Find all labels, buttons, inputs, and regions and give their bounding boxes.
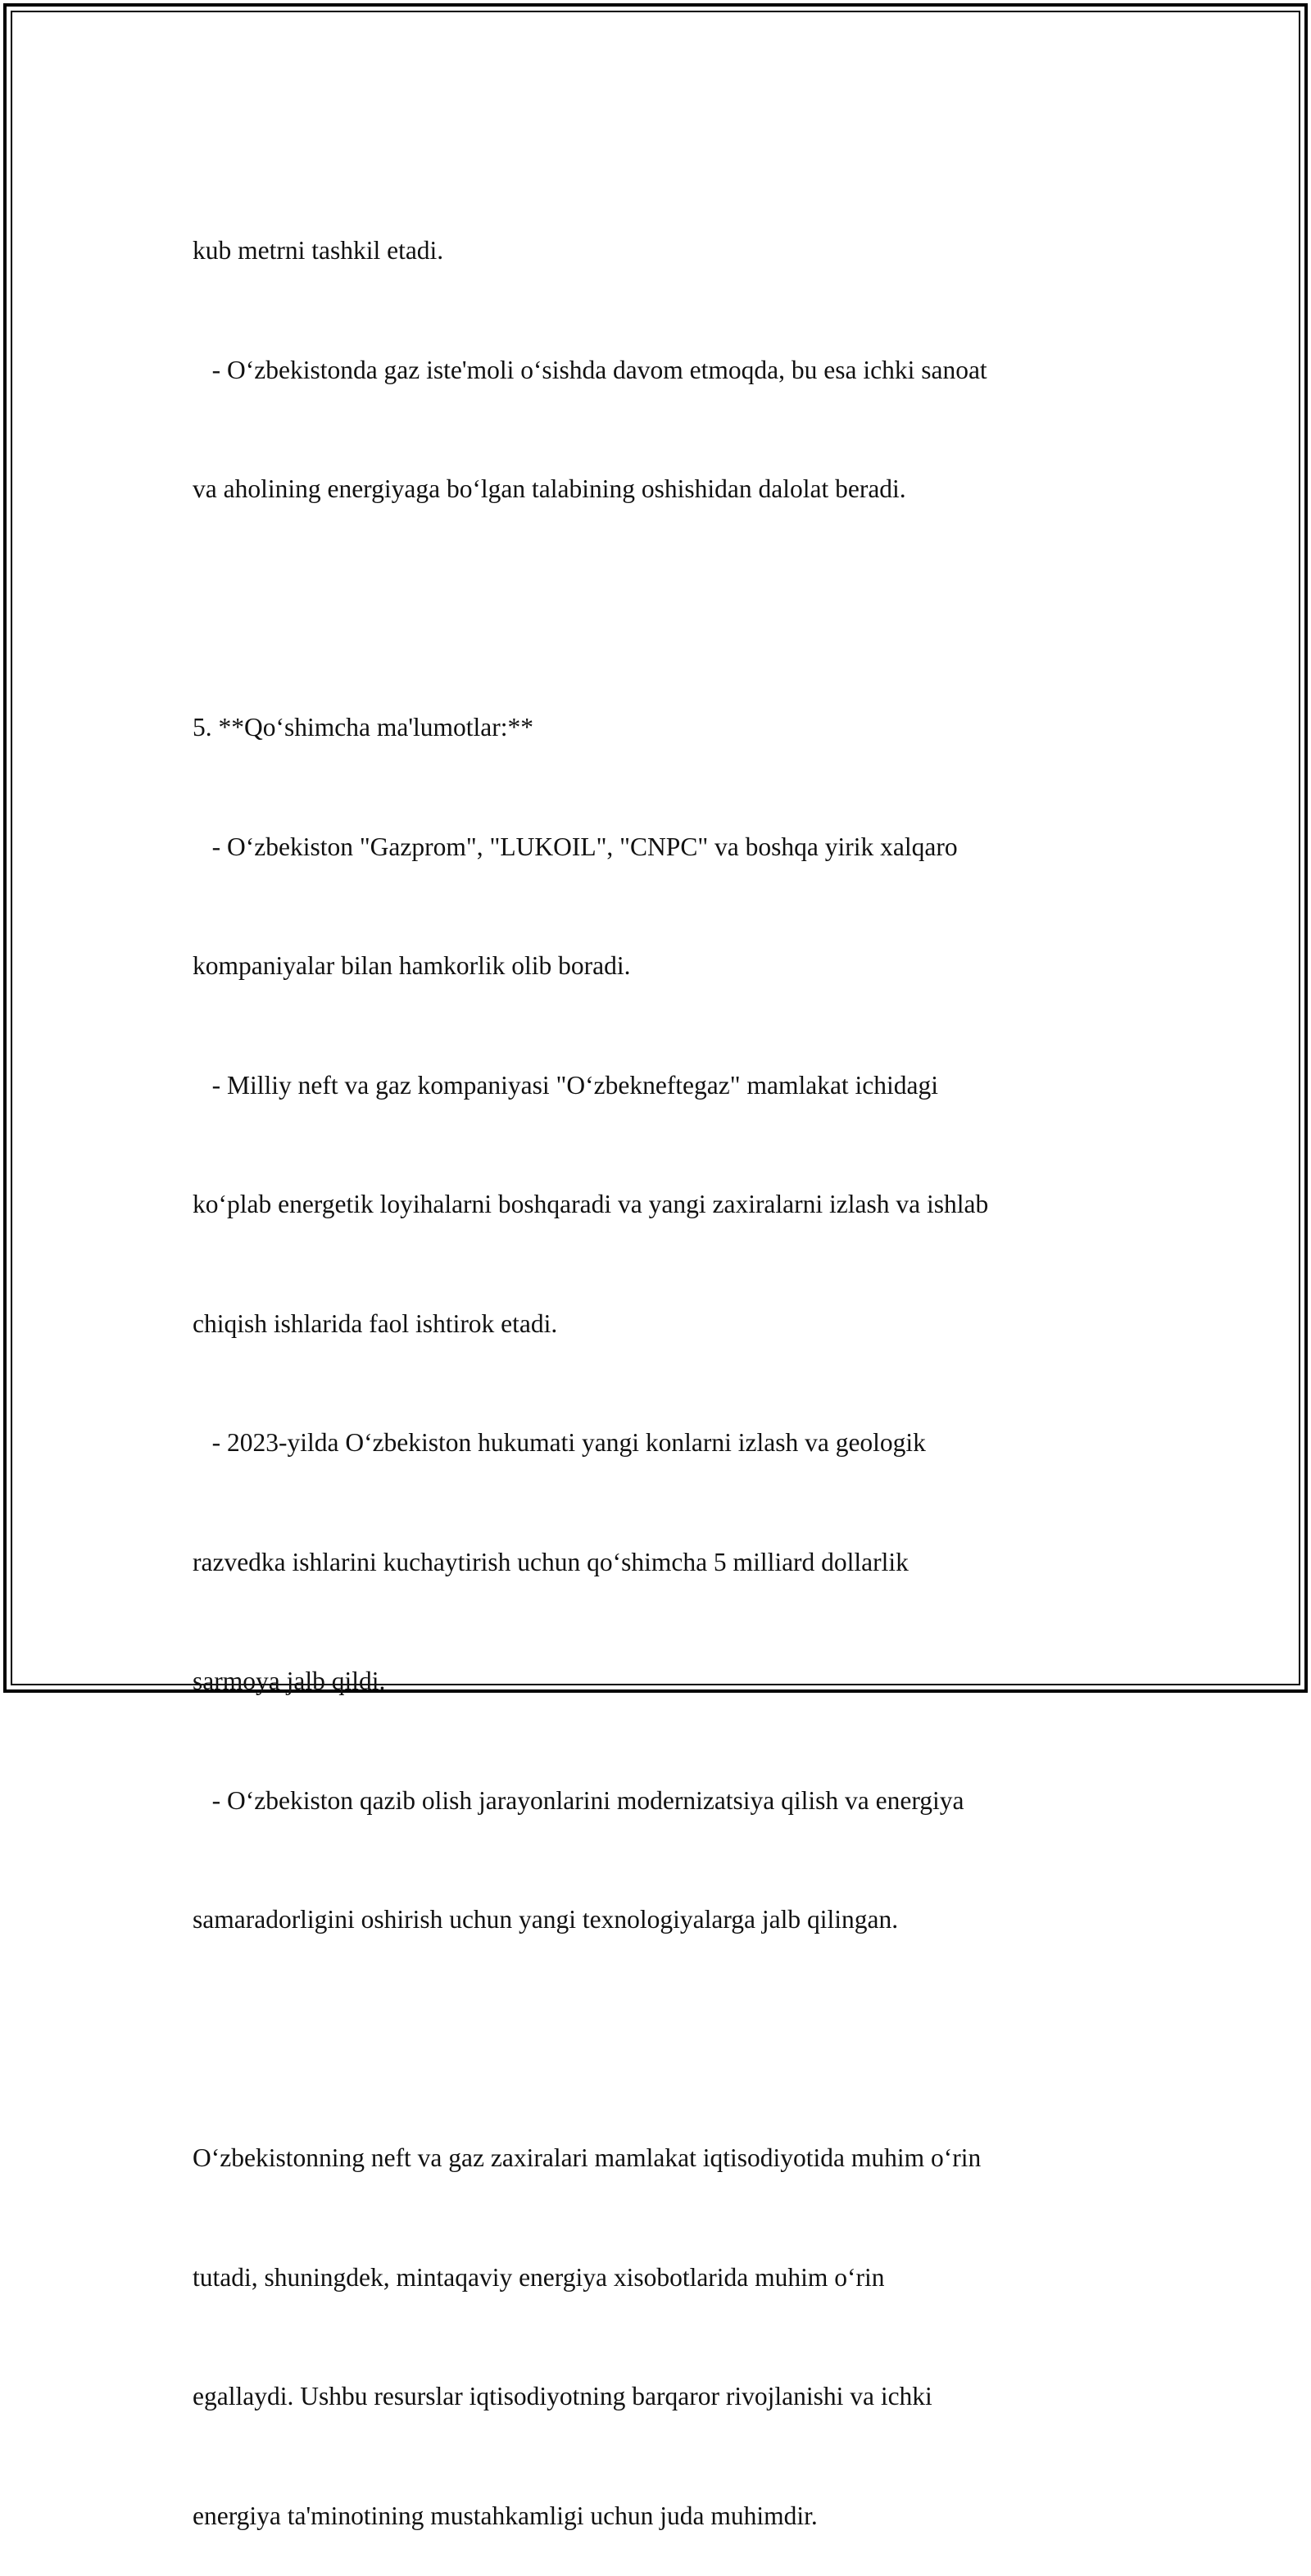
paragraph-line: ko‘plab energetik loyihalarni boshqaradi va yangi zaxiralarni izlash va ishlab bbox=[193, 1190, 989, 1218]
conclusion-line: egallaydi. Ushbu resurslar iqtisodiyotning barqaror rivojlanishi va ichki bbox=[193, 2382, 932, 2410]
conclusion-line: O‘zbekistonning neft va gaz zaxiralari mamlakat iqtisodiyotida muhim o‘rin bbox=[193, 2143, 982, 2172]
conclusion-line: energiya ta'minotining mustahkamligi uchun juda muhimdir. bbox=[193, 2501, 818, 2530]
bullet-line: - O‘zbekiston "Gazprom", "LUKOIL", "CNPC" va boshqa yirik xalqaro bbox=[193, 832, 958, 861]
paragraph-line: va aholining energiyaga bo‘lgan talabining oshishidan dalolat beradi. bbox=[193, 474, 906, 503]
conclusion-line: tutadi, shuningdek, mintaqaviy energiya xisobotlarida muhim o‘rin bbox=[193, 2262, 885, 2292]
paragraph-line: chiqish ishlarida faol ishtirok etadi. bbox=[193, 1308, 558, 1338]
bullet-line: - O‘zbekiston qazib olish jarayonlarini modernizatsiya qilish va energiya bbox=[193, 1785, 964, 1815]
paragraph-line: kub metrni tashkil etadi. bbox=[193, 236, 444, 265]
bullet-line: - O‘zbekistonda gaz iste'moli o‘sishda davom etmoqda, bu esa ichki sanoat bbox=[193, 355, 987, 384]
bullet-line: - Milliy neft va gaz kompaniyasi "O‘zbekneftegaz" mamlakat ichidagi bbox=[193, 1070, 939, 1100]
document-body bbox=[193, 152, 1127, 2576]
section-heading: 5. **Qo‘shimcha ma'lumotlar:** bbox=[193, 713, 533, 742]
paragraph-line: razvedka ishlarini kuchaytirish uchun qo‘shimcha 5 milliard dollarlik bbox=[193, 1547, 909, 1576]
paragraph-line: kompaniyalar bilan hamkorlik olib boradi. bbox=[193, 951, 631, 980]
blank-line bbox=[193, 2020, 1127, 2060]
paragraph-line: samaradorligini oshirish uchun yangi texnologiyalarga jalb qilingan. bbox=[193, 1905, 899, 1934]
paragraph-line: sarmoya jalb qildi. bbox=[193, 1667, 386, 1695]
blank-line bbox=[193, 589, 1127, 629]
bullet-line: - 2023-yilda O‘zbekiston hukumati yangi konlarni izlash va geologik bbox=[193, 1428, 926, 1457]
